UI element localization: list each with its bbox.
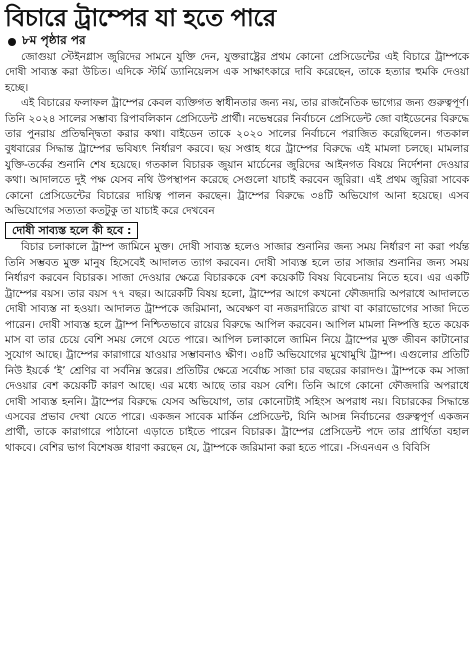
article-paragraph: জোগুয়া স্টেইনগ্লাস জুরিদের সামনে যুক্তি দেন, যুক্তরাষ্ট্রের প্রথম কোনো প্রেসিডেন্টের এই বিচারে ট্রাম্পকে দোষী সাব্যস্ত করা উচিত। এদিকে স্টর্মি ড্যানিয়েলস এক সাক্ষাৎকারে দাবি করেছেন, তাকে হত্যার হুমকি দেওয়া হচ্ছে।	[5, 51, 469, 94]
subheading: দোষী সাব্যস্ত হলে কী হবে :	[5, 222, 138, 239]
subheading-row	[5, 219, 469, 240]
article-paragraph: বিচার চলাকালে ট্রাম্প জামিনে মুক্ত। দোষী সাব্যস্ত হলেও সাজার শুনানির জন্য সময় নির্ধারণ না করা পর্যন্ত তিনি সম্ভবত মুক্ত মানুষ হিসেবেই আদালত ত্যাগ করবেন। দোষী সাব্যস্ত হলে তার সাজার শুনানির জন্য সময় নির্ধারণ করবেন বিচারক। সাজা দেওয়ার ক্ষেত্রে বিচারককে বেশ কয়েকটি বিষয় বিবেচনায় নিতে হবে। এর একটি ট্রাম্পের বয়স। তার বয়স ৭৭ বছর। আরেকটি বিষয় হলো, ট্রাম্পের আগে কখনো ফৌজদারি অপরাধে আদালতে দোষী সাব্যস্ত না হওয়া। আদালত ট্রাম্পকে জরিমানা, অবেক্ষণ বা নজরদারিতে রাখা বা কারাভোগের সাজা দিতে পারেন। দোষী সাব্যস্ত হলে ট্রাম্প নিশ্চিতভাবে রায়ের বিরুদ্ধে আপিল করবেন। আপিল মামলা নিষ্পত্তি হতে কয়েক মাস বা তার চেয়ে বেশি সময় লেগে যেতে পারে। আপিল চলাকালে জামিন নিয়ে ট্রাম্পের মুক্ত জীবন কাটানোর সুযোগ আছে। ট্রাম্পের কারাগারে যাওয়ার সম্ভাবনাও ক্ষীণ। ৩৪টি অভিযোগের মুখোমুখি ট্রাম্প। এগুলোর প্রতিটি নিউ ইয়র্কে ‘ই’ শ্রেণির বা সর্বনিম্ন স্তরের। প্রতিটির ক্ষেত্রে সর্বোচ্চ সাজা চার বছরের কারাদণ্ড। ট্রাম্পকে কম সাজা দেওয়ার বেশ কয়েকটি কারণ আছে। এর মধ্যে আছে তার বয়স বেশি। তিনি আগে কোনো ফৌজদারি অপরাধে দোষী সাব্যস্ত হননি। ট্রাম্পের বিরুদ্ধে যেসব অভিযোগ, তার কোনোটাই সহিংস অপরাধ নয়। বিচারকের সিদ্ধান্তে এসবের প্রভাব দেখা যেতে পারে। একজন সাবেক মার্কিন প্রেসিডেন্ট, যিনি আসন্ন নির্বাচনের গুরুত্বপূর্ণ একজন প্রার্থী, তাকে কারাগারে পাঠানো এড়াতে চাইতে পারেন বিচারক। ট্রাম্পের প্রেসিডেন্ট পদে তার প্রার্থিতা বহাল থাকবে। বেশির ভাগ বিশেষজ্ঞ ধারণা করছেন যে, ট্রাম্পকে জরিমানা করা হতে পারে। -সিএনএন ও বিবিসি	[5, 241, 469, 454]
continued-label: ৮ম পৃষ্ঠার পর	[22, 33, 86, 47]
continued-from-marker	[8, 34, 469, 50]
article-paragraph: এই বিচারের ফলাফল ট্রাম্পের কেবল ব্যক্তিগত স্বাধীনতার জন্য নয়, তার রাজনৈতিক ভাগ্যের জন্য গুরুত্বপূর্ণ। তিনি ২০২৪ সালের সম্ভাব্য রিপাবলিকান প্রেসিডেন্ট প্রার্থী। নভেম্বরের নির্বাচনে প্রেসিডেন্ট জো বাইডেনের বিরুদ্ধে তার পুনরায় প্রতিদ্বন্দ্বিতা করার কথা। বাইডেন তাকে ২০২০ সালের নির্বাচনে পরাজিত করেছিলেন। গতকাল বুধবারের সিদ্ধান্ত ট্রাম্পের ভবিষ্যৎ নির্ধারণ করবে। ছয় সপ্তাহ ধরে ট্রাম্পের বিরুদ্ধে এই মামলা চলছে। মামলার যুক্তি-তর্কের শুনানি শেষ হয়েছে। গতকাল বিচারক জুয়ান মার্চেনের জুরিদের আইনগত বিষয়ে নির্দেশনা দেওয়ার কথা। আদালতে দুই পক্ষ যেসব নথি উপস্থাপন করেছে সেগুলো যাচাই করবেন জুরিরা। এই প্রথম জুরিরা সাবেক কোনো প্রেসিডেন্টের বিচারের দায়িত্ব পালন করছেন। ট্রাম্পের বিরুদ্ধে ৩৪টি অভিযোগ আনা হয়েছে। এসব অভিযোগের সত্যতা কতটুকু তা যাচাই করে দেখবেন	[5, 97, 469, 218]
bullet-icon	[8, 38, 16, 46]
headline: বিচারে ট্রাম্পের যা হতে পারে	[5, 4, 276, 32]
